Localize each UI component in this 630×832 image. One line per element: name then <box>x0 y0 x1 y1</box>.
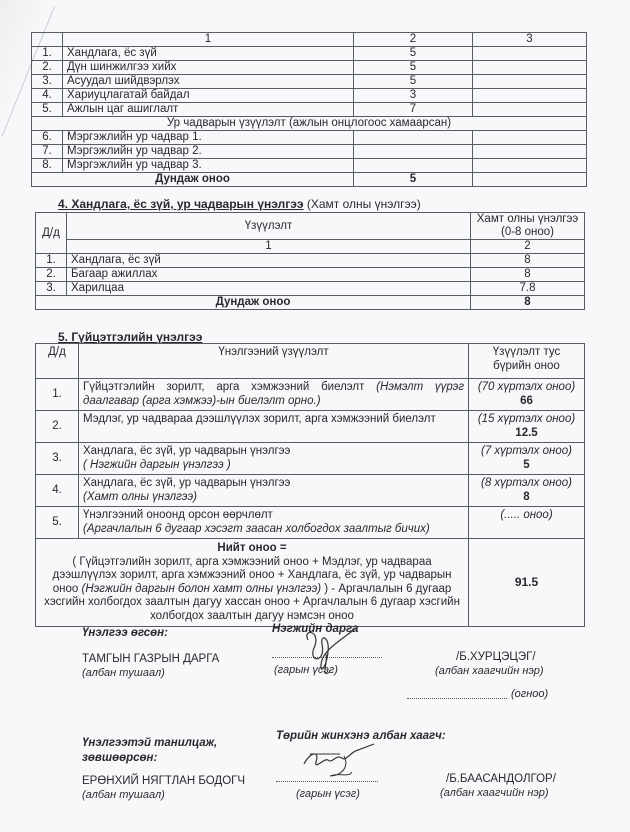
row-text <box>79 443 469 475</box>
row-max: (7 хүртэлх оноо) <box>481 445 572 457</box>
evaluator-position: ТАМГЫН ГАЗРЫН ДАРГА <box>82 653 220 665</box>
row-label: Хандлага, ёс зүй <box>67 254 471 268</box>
section4-title <box>58 197 421 211</box>
employee-signature-icon <box>300 742 380 784</box>
table-row <box>36 268 585 282</box>
row-number: 2. <box>36 411 79 443</box>
row-label: Хандлага, ёс зүй <box>63 47 354 61</box>
table-row <box>36 507 585 539</box>
row-score: 7 <box>354 103 473 117</box>
header-number: Д/д <box>36 213 67 254</box>
average-label: Дундаж оноо <box>32 173 354 187</box>
table-row <box>32 103 587 117</box>
head-label: Нэгжийн дарга <box>272 623 359 635</box>
row-score: 7.8 <box>471 282 585 296</box>
table-row <box>32 47 587 61</box>
row-note: ( Нэгжийн даргын үнэлгээ ) <box>83 458 231 471</box>
row-score: 8 <box>523 490 530 503</box>
index-row <box>36 240 585 254</box>
employee-name: /Б.БААСАНДОЛГОР/ <box>446 773 556 785</box>
total-value: 91.5 <box>469 539 585 627</box>
row-score <box>354 159 473 173</box>
index-cell: 2 <box>471 240 585 254</box>
row-number: 3. <box>36 443 79 475</box>
row-number: 2. <box>32 61 63 75</box>
row-number: 4. <box>36 475 79 507</box>
table-row <box>36 411 585 443</box>
table-header-row <box>32 33 587 47</box>
row-label: Мэргэжлийн ур чадвар 1. <box>63 131 354 145</box>
formula-part-b: ) - Аргачлалын 6 дугаар хэсгийн холбогдох заалтын дагуу хассан оноо + Аргачлалын 6 дугаар хэсгийн холбогдох заалтын дагуу нэмсэн оноо <box>44 582 460 622</box>
row-number: 5. <box>36 507 79 539</box>
row-col3 <box>473 75 587 89</box>
row-label: Мэргэжлийн ур чадвар 2. <box>63 145 354 159</box>
row-score: 8 <box>471 268 585 282</box>
row-score-cell <box>469 411 585 443</box>
table-row <box>32 145 587 159</box>
header-score: Үзүүлэлт тус бүрийн оноо <box>469 344 585 379</box>
row-col3 <box>473 103 587 117</box>
table-row <box>32 159 587 173</box>
formula-part-a: ( Гүйцэтгэлийн зорилт, арга хэмжээний оноо + Мэдлэг, ур чадвараа дээшлүүлэх зорилт, арга хэмжээний оноо + Хандлага, ёс зүй, ур чадварын оноо <box>52 555 452 595</box>
header-cell: 1 <box>63 33 354 47</box>
head-signature-icon <box>300 626 380 681</box>
employee-position: ЕРӨНХИЙ НЯГТЛАН БОДОГЧ <box>82 775 246 787</box>
performance-evaluation-table <box>35 343 585 627</box>
name-caption: (албан хаагчийн нэр) <box>435 665 544 677</box>
row-text <box>79 507 469 539</box>
row-score <box>354 131 473 145</box>
signature-caption: (гарын үсэг) <box>274 664 338 676</box>
acknowledged-label-line1: Үнэлгээтэй танилцаж, <box>82 737 218 749</box>
formula-italic: (Нэгжийн даргын болон хамт олны үнэлгээ) <box>81 582 322 595</box>
row-score: 8 <box>471 254 585 268</box>
position-caption: (албан тушаал) <box>82 667 165 679</box>
employee-position-caption: (албан тушаал) <box>82 789 165 801</box>
row-col3 <box>473 159 587 173</box>
row-label: Асуудал шийдвэрлэх <box>63 75 354 89</box>
row-score <box>354 145 473 159</box>
header-cell: 3 <box>473 33 587 47</box>
row-label: Дүн шинжилгээ хийх <box>63 61 354 75</box>
average-value: 8 <box>471 296 585 310</box>
header-cell <box>32 33 63 47</box>
total-label: Нийт оноо = <box>217 542 287 554</box>
table-header-row <box>36 344 585 379</box>
row-label: Мэргэжлийн ур чадвар 3. <box>63 159 354 173</box>
row-max: (70 хүртэлх оноо) <box>477 381 576 393</box>
table-row <box>32 75 587 89</box>
section4-title-suffix: (Хамт олны үнэлгээ) <box>306 197 421 211</box>
row-max: (15 хүртэлх оноо) <box>477 413 576 425</box>
table-header-row <box>36 213 585 240</box>
row-number: 5. <box>32 103 63 117</box>
collective-evaluation-table <box>35 212 585 310</box>
date-caption: (огноо) <box>511 688 549 700</box>
subheader-cell: Ур чадварын үзүүлэлт (ажлын онцлогоос хамаарсан) <box>32 117 587 131</box>
row-number: 1. <box>32 47 63 61</box>
table-row <box>36 282 585 296</box>
acknowledged-label-line2: зөвшөөрсөн: <box>82 752 158 764</box>
row-number: 8. <box>32 159 63 173</box>
competency-table <box>31 32 587 187</box>
row-text <box>79 475 469 507</box>
header-number: Д/д <box>36 344 79 379</box>
row-note: (Нэмэлт үүрэг даалгавар (арга хэмжээ)-ын биелэлт орно.) <box>83 381 464 407</box>
row-number: 3. <box>36 282 67 296</box>
total-formula <box>44 556 460 624</box>
row-score-cell <box>469 475 585 507</box>
row-col3 <box>473 89 587 103</box>
row-main-text: Хандлага, ёс зүй, ур чадварын үнэлгээ <box>83 477 291 489</box>
employee-signature-caption: (гарын үсэг) <box>296 788 360 800</box>
row-label: Багаар ажиллах <box>67 268 471 282</box>
row-number: 2. <box>36 268 67 282</box>
header-cell: 2 <box>354 33 473 47</box>
row-score: 3 <box>354 89 473 103</box>
row-number: 1. <box>36 254 67 268</box>
row-score: 5 <box>354 61 473 75</box>
row-number: 6. <box>32 131 63 145</box>
row-max: (8 хүртэлх оноо) <box>481 477 572 489</box>
table-row <box>36 475 585 507</box>
row-note: (Аргачлалын 6 дугаар хэсэгт заасан холбогдох заалтыг бичих) <box>83 522 430 535</box>
average-label: Дундаж оноо <box>36 296 471 310</box>
row-label: Харилцаа <box>67 282 471 296</box>
row-col3 <box>473 131 587 145</box>
section5-title-text: 5. Гүйцэтгэлийн үнэлгээ <box>58 330 203 344</box>
header-indicator: Үнэлгээний үзүүлэлт <box>79 344 469 379</box>
row-main-text: Үнэлгээний оноонд орсон өөрчлөлт <box>83 509 273 521</box>
row-score-cell <box>469 379 585 411</box>
row-max: (..... оноо) <box>500 509 553 521</box>
evaluator-label: Үнэлгээ өгсөн: <box>82 627 168 639</box>
row-col3 <box>473 145 587 159</box>
row-score: 12.5 <box>515 426 538 439</box>
row-number: 1. <box>36 379 79 411</box>
row-label: Хариуцлагатай байдал <box>63 89 354 103</box>
head-name: /Б.ХУРЦЭЦЭГ/ <box>456 651 536 663</box>
table-subheader-row <box>32 117 587 131</box>
row-score: 66 <box>520 394 533 407</box>
row-score-cell <box>469 443 585 475</box>
table-row <box>32 89 587 103</box>
table-row <box>36 379 585 411</box>
section4-title-text: 4. Хандлага, ёс зүй, ур чадварын үнэлгээ <box>58 197 304 211</box>
row-number: 3. <box>32 75 63 89</box>
table-row <box>36 254 585 268</box>
row-main-text: Гүйцэтгэлийн зорилт, арга хэмжээний биелэлт <box>83 381 365 393</box>
row-text <box>79 411 469 443</box>
row-text <box>79 379 469 411</box>
row-main-text: Хандлага, ёс зүй, ур чадварын үнэлгээ <box>83 445 291 457</box>
average-row <box>32 173 587 187</box>
average-row <box>36 296 585 310</box>
row-score: 5 <box>354 47 473 61</box>
row-score: 5 <box>354 75 473 89</box>
row-number: 4. <box>32 89 63 103</box>
row-col3 <box>473 47 587 61</box>
row-number: 7. <box>32 145 63 159</box>
average-col3 <box>473 173 587 187</box>
header-score: Хамт олны үнэлгээ (0-8 оноо) <box>471 213 585 240</box>
table-row <box>36 443 585 475</box>
row-score: 5 <box>523 458 530 471</box>
employee-label: Төрийн жинхэнэ албан хаагч: <box>276 730 446 742</box>
employee-name-caption: (албан хаагчийн нэр) <box>440 787 549 799</box>
index-cell: 1 <box>67 240 471 254</box>
row-label: Ажлын цаг ашиглалт <box>63 103 354 117</box>
section5-title <box>58 330 202 344</box>
total-row <box>36 539 585 627</box>
row-main-text: Мэдлэг, ур чадвараа дээшлүүлэх зорилт, арга хэмжээний биелэлт <box>83 413 436 425</box>
row-score-cell <box>469 507 585 539</box>
row-note: (Хамт олны үнэлгээ) <box>83 490 197 503</box>
header-indicator: Үзүүлэлт <box>67 213 471 240</box>
table-row <box>32 61 587 75</box>
average-value: 5 <box>354 173 473 187</box>
total-formula-cell <box>36 539 469 627</box>
date-line <box>407 690 507 699</box>
table-row <box>32 131 587 145</box>
row-col3 <box>473 61 587 75</box>
